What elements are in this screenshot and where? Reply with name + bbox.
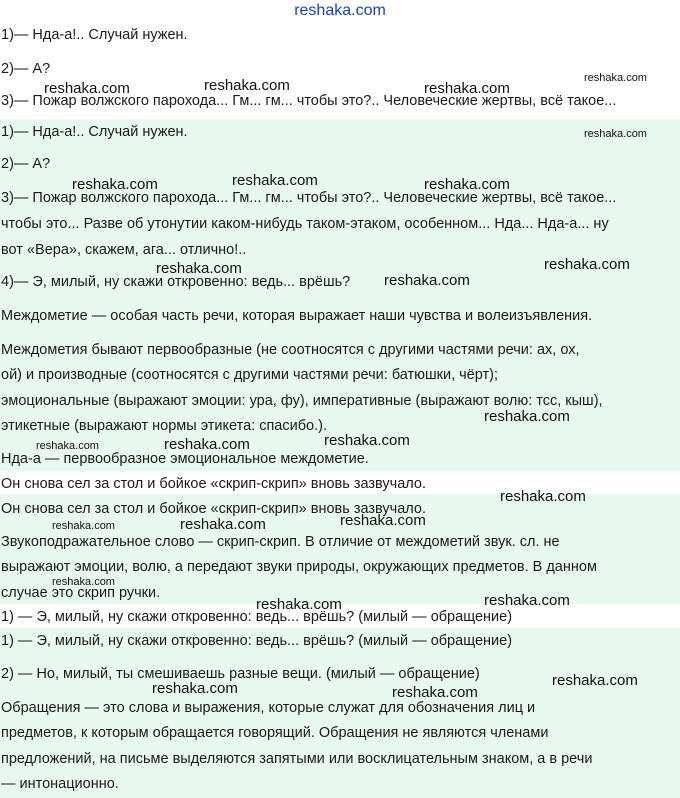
watermark: reshaka.com	[72, 176, 158, 193]
watermark: reshaka.com	[424, 80, 510, 97]
text-line: Звукоподражательное слово — скрип-скрип. В отличие от междометий звук. сл. не	[1, 534, 560, 550]
text-line: вот «Вера», скажем, ага... отлично!..	[1, 242, 247, 258]
text-line: 1)— Нда-а!.. Случай нужен.	[1, 124, 188, 140]
watermark: reshaka.com	[384, 272, 470, 289]
text-line: эмоциональные (выражают эмоции: ура, фу), императивные (выражают волю: тсс, кыш),	[1, 393, 603, 409]
text-line: 2)— А?	[1, 61, 51, 77]
text-line: 2) — Но, милый, ты смешиваешь разные вещи. (милый — обращение)	[1, 666, 480, 682]
watermark: reshaka.com	[340, 512, 426, 529]
text-line: ой) и производные (соотносятся с другими частями речи: батюшки, чёрт);	[1, 367, 499, 383]
watermark: reshaka.com	[204, 77, 290, 94]
text-line: 1) — Э, милый, ну скажи откровенно: ведь... врёшь? (милый — обращение)	[1, 633, 513, 649]
text-line: предложений, на письме выделяются запятыми или восклицательным знаком, а в речи	[1, 751, 593, 767]
watermark: reshaka.com	[324, 432, 410, 449]
text-line: Междометие — особая часть речи, которая выражает наши чувства и волеизъявления.	[1, 308, 593, 324]
watermark: reshaka.com	[544, 256, 630, 273]
watermark: reshaka.com	[152, 680, 238, 697]
watermark: reshaka.com	[180, 516, 266, 533]
text-line: Нда-а — первообразное эмоциональное междометие.	[1, 451, 369, 467]
watermark: reshaka.com	[484, 408, 570, 425]
watermark: reshaka.com	[584, 128, 647, 140]
watermark: reshaka.com	[500, 488, 586, 505]
text-line: 3)— Пожар волжского парохода... Гм... гм... чтобы это?.. Человеческие жертвы, всё такое...	[1, 93, 617, 109]
watermark: reshaka.com	[484, 592, 570, 609]
text-line: Он снова сел за стол и бойкое «скрип-скрип» вновь зазвучало.	[1, 476, 426, 492]
text-line: — интонационно.	[1, 776, 119, 792]
watermark: reshaka.com	[424, 176, 510, 193]
text-line: 3)— Пожар волжского парохода... Гм... гм... чтобы это?.. Человеческие жертвы, всё такое...	[1, 190, 617, 206]
site-header	[0, 0, 680, 22]
text-line: 4)— Э, милый, ну скажи откровенно: ведь... врёшь?	[1, 274, 351, 290]
text-line: чтобы это... Разве об утонутии каком-нибудь таком-этаком, особенном... Нда... Нда-а... ну	[1, 216, 609, 232]
text-line: Он снова сел за стол и бойкое «скрип-скрип» вновь зазвучало.	[1, 501, 426, 517]
watermark: reshaka.com	[52, 520, 115, 532]
text-line: Обращения — это слова и выражения, которые служат для обозначения лиц и	[1, 700, 536, 716]
text-line: Междометия бывают первообразные (не соотносятся с другими частями речи: ах, ох,	[1, 342, 580, 358]
text-line: выражают эмоции, волю, а передают звуки природы, окружающих предметов. В данном	[1, 559, 597, 575]
watermark: reshaka.com	[52, 576, 115, 588]
watermark: reshaka.com	[232, 172, 318, 189]
watermark: reshaka.com	[552, 672, 638, 689]
text-line: 1)— Нда-а!.. Случай нужен.	[1, 27, 188, 43]
watermark: reshaka.com	[44, 80, 130, 97]
text-line: 1) — Э, милый, ну скажи откровенно: ведь... врёшь? (милый — обращение)	[1, 609, 513, 625]
watermark: reshaka.com	[392, 684, 478, 701]
watermark: reshaka.com	[36, 440, 99, 452]
text-line: случае это скрип ручки.	[1, 585, 161, 601]
watermark: reshaka.com	[584, 72, 647, 84]
text-line: этикетные (выражают нормы этикета: спасибо.).	[1, 418, 327, 434]
site-link[interactable]: reshaka.com	[294, 2, 386, 19]
text-line: 2)— А?	[1, 156, 51, 172]
text-line: предметов, к которым обращается говорящий. Обращения не являются членами	[1, 725, 549, 741]
watermark: reshaka.com	[256, 596, 342, 613]
watermark: reshaka.com	[164, 436, 250, 453]
watermark: reshaka.com	[156, 260, 242, 277]
